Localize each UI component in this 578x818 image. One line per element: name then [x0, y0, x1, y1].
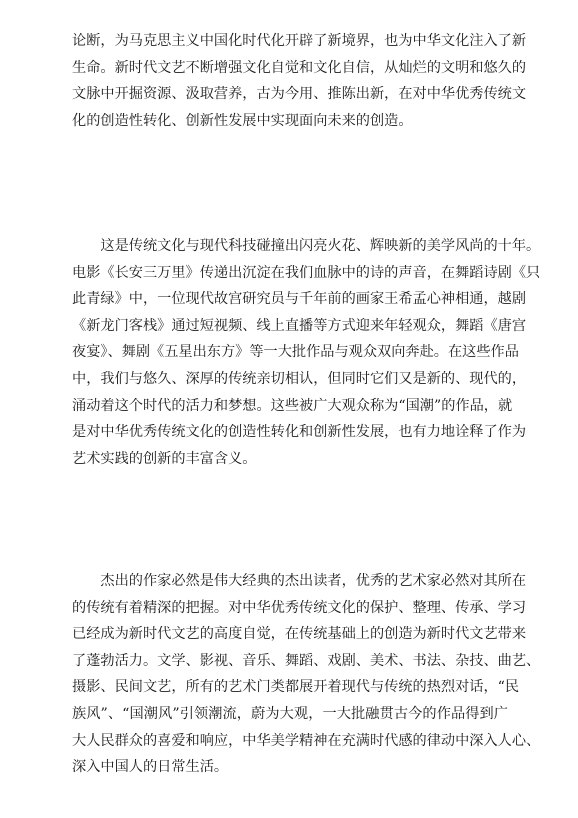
text-line: 夜宴》、舞剧《五星出东方》等一大批作品与观众双向奔赴。在这些作品	[72, 344, 519, 361]
text-line: 杰出的作家必然是伟大经典的杰出读者，优秀的艺术家必然对其所在	[72, 573, 527, 589]
text-line: 这是传统文化与现代科技碰撞出闪亮火花、辉映新的美学风尚的十年。	[72, 238, 541, 254]
text-line: 文脉中开掘资源、汲取营养，古为今用、推陈出新，在对中华优秀传统文	[72, 86, 527, 103]
text-line: 电影《长安三万里》传递出沉淀在我们血脉中的诗的声音，在舞蹈诗剧《只	[72, 264, 541, 281]
text-line: 深入中国人的日常生活。	[72, 759, 229, 776]
text-line: 化的创造性转化、创新性发展中实现面向未来的创造。	[72, 112, 413, 129]
text-line: 《新龙门客栈》通过短视频、线上直播等方式迎来年轻观众，舞蹈《唐宫	[72, 317, 527, 334]
text-line: 涌动着这个时代的活力和梦想。这些被广大观众称为“国潮”的作品，就	[72, 397, 513, 414]
text-line: 此青绿》中，一位现代故宫研究员与千年前的画家王希孟心神相通，越剧	[72, 291, 527, 308]
text-line: 已经成为新时代文艺的高度自觉，在传统基础上的创造为新时代文艺带来	[72, 626, 527, 643]
paragraph-2	[72, 233, 541, 472]
text-line: 中，我们与悠久、深厚的传统亲切相认，但同时它们又是新的、现代的，	[72, 370, 527, 387]
text-line: 族风”、“国潮风”引领潮流，蔚为大观，一大批融贯古今的作品得到广	[72, 705, 508, 722]
text-line: 大人民群众的喜爱和响应，中华美学精神在充满时代感的律动中深入人心、	[72, 732, 541, 749]
text-line: 了蓬勃活力。文学、影视、音乐、舞蹈、戏剧、美术、书法、杂技、曲艺、	[72, 652, 541, 669]
text-line: 生命。新时代文艺不断增强文化自觉和文化自信，从灿烂的文明和悠久的	[72, 59, 527, 76]
text-line: 是对中华优秀传统文化的创造性转化和创新性发展，也有力地诠释了作为	[72, 424, 527, 441]
text-line: 摄影、民间文艺，所有的艺术门类都展开着现代与传统的热烈对话，“民	[72, 679, 520, 696]
text-line: 艺术实践的创新的丰富含义。	[72, 450, 257, 467]
text-line: 论断，为马克思主义中国化时代化开辟了新境界，也为中华文化注入了新	[72, 33, 527, 49]
paragraph-3	[72, 568, 541, 781]
paragraph-1	[72, 28, 527, 134]
text-line: 的传统有着精深的把握。对中华优秀传统文化的保护、整理、传承、学习	[72, 599, 527, 616]
